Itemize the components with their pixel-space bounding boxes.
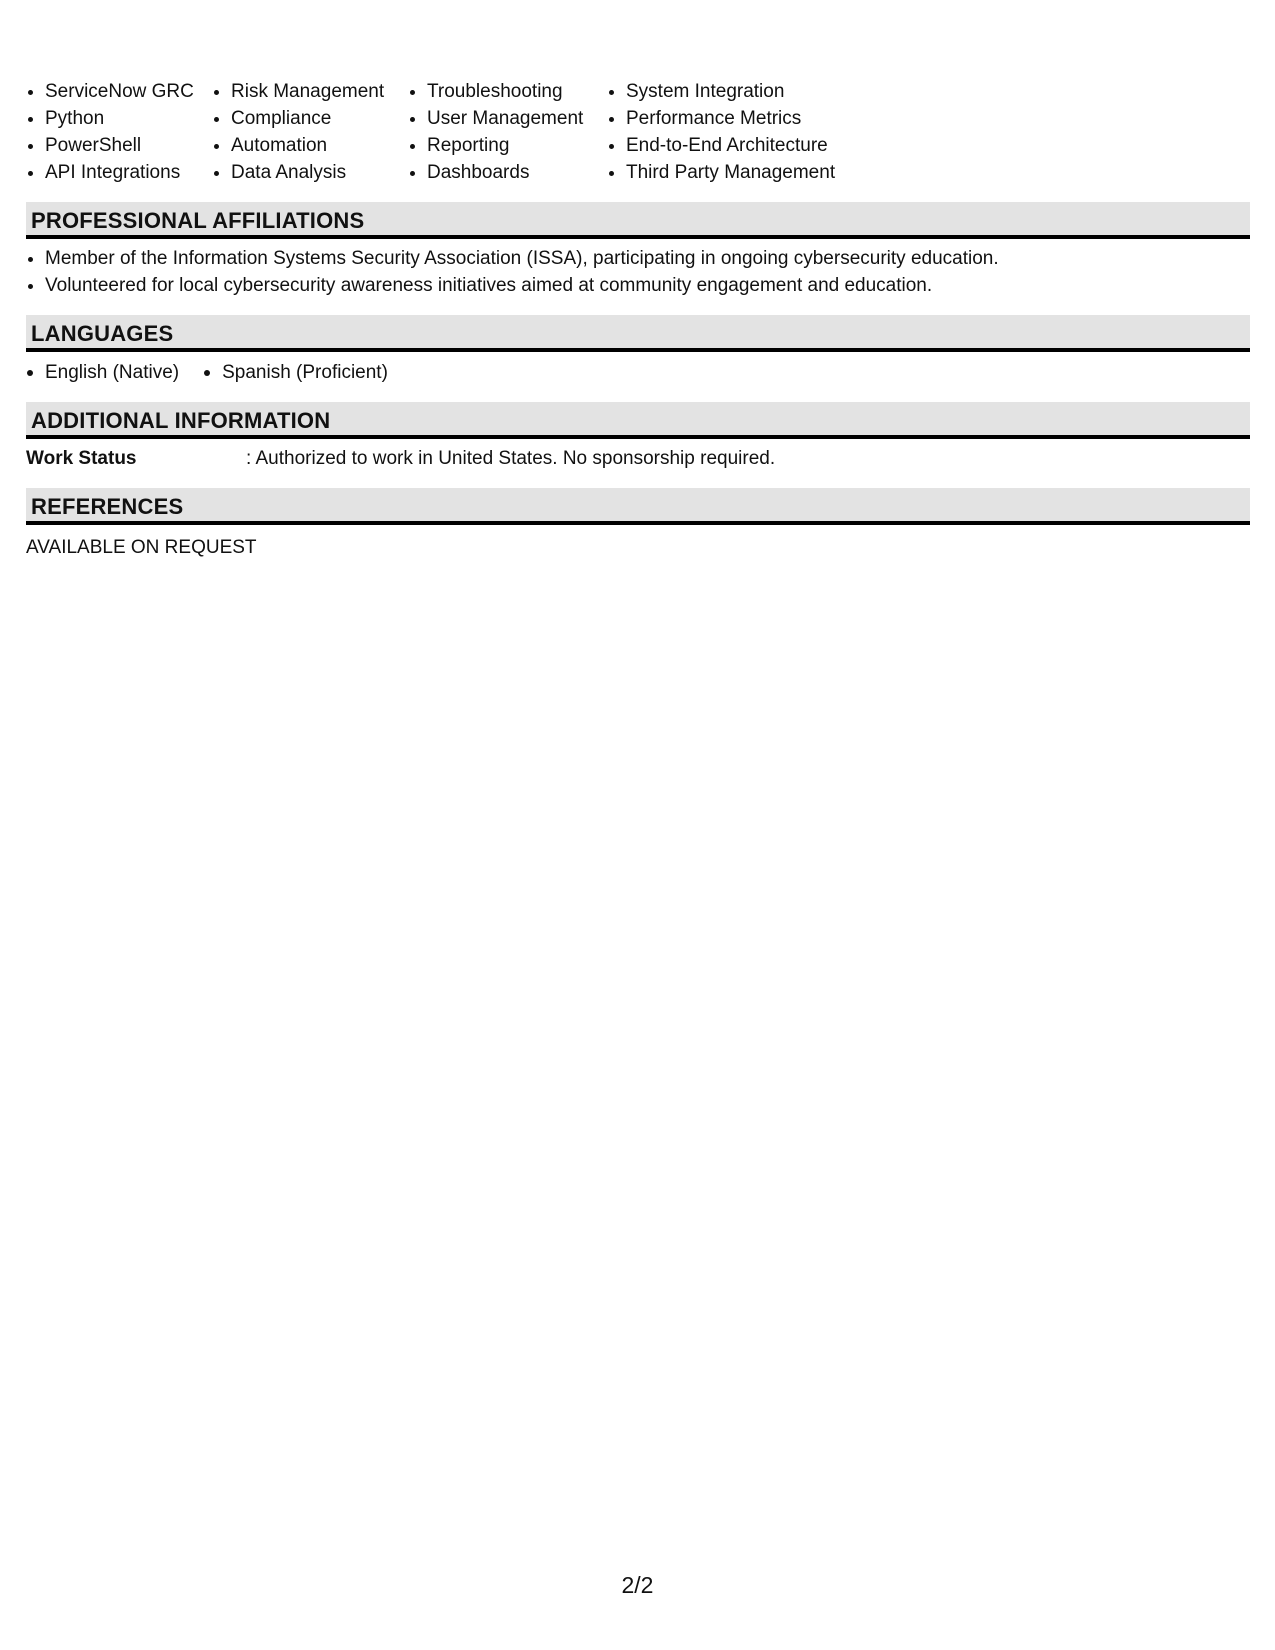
references-text: AVAILABLE ON REQUEST [26,537,257,558]
skill-item: • Dashboards [427,159,607,186]
skill-item: • Python [45,105,212,132]
skills-column-3 [408,78,607,186]
skill-item: • User Management [427,105,607,132]
skill-item: • Risk Management [231,78,408,105]
skill-item: • Third Party Management [626,159,866,186]
skills-column-2 [212,78,408,186]
affiliations-list [26,245,1250,299]
affiliation-item: • Volunteered for local cybersecurity awareness initiatives aimed at community engagement and education. [45,272,1250,299]
language-item: English (Native) [26,359,179,386]
skill-item: • Data Analysis [231,159,408,186]
work-status-label: Work Status [26,448,137,469]
skill-item: • Troubleshooting [427,78,607,105]
skills-column-1 [26,78,212,186]
affiliation-item: • Member of the Information Systems Security Association (ISSA), participating in ongoing cybersecurity education. [45,245,1250,272]
skill-item: • System Integration [626,78,866,105]
languages-list [26,359,1250,386]
page-number: 2/2 [621,1572,654,1598]
skills-column-4 [607,78,866,186]
references-heading: REFERENCES [26,488,1250,525]
languages-heading: LANGUAGES [26,315,1250,352]
skill-item: • End-to-End Architecture [626,132,866,159]
skill-item: • Performance Metrics [626,105,866,132]
affiliations-heading: PROFESSIONAL AFFILIATIONS [26,202,1250,239]
skill-item: • API Integrations [45,159,212,186]
skill-item: • Compliance [231,105,408,132]
language-item: Spanish (Proficient) [203,359,388,386]
work-status-row [26,445,1250,472]
work-status-value: : Authorized to work in United States. No sponsorship required. [246,448,776,469]
skill-item: • ServiceNow GRC [45,78,212,105]
additional-info-heading: ADDITIONAL INFORMATION [26,402,1250,439]
skills-grid [26,78,1250,186]
skill-item: • Reporting [427,132,607,159]
skill-item: • Automation [231,132,408,159]
resume-page [26,78,1250,561]
skill-item: • PowerShell [45,132,212,159]
